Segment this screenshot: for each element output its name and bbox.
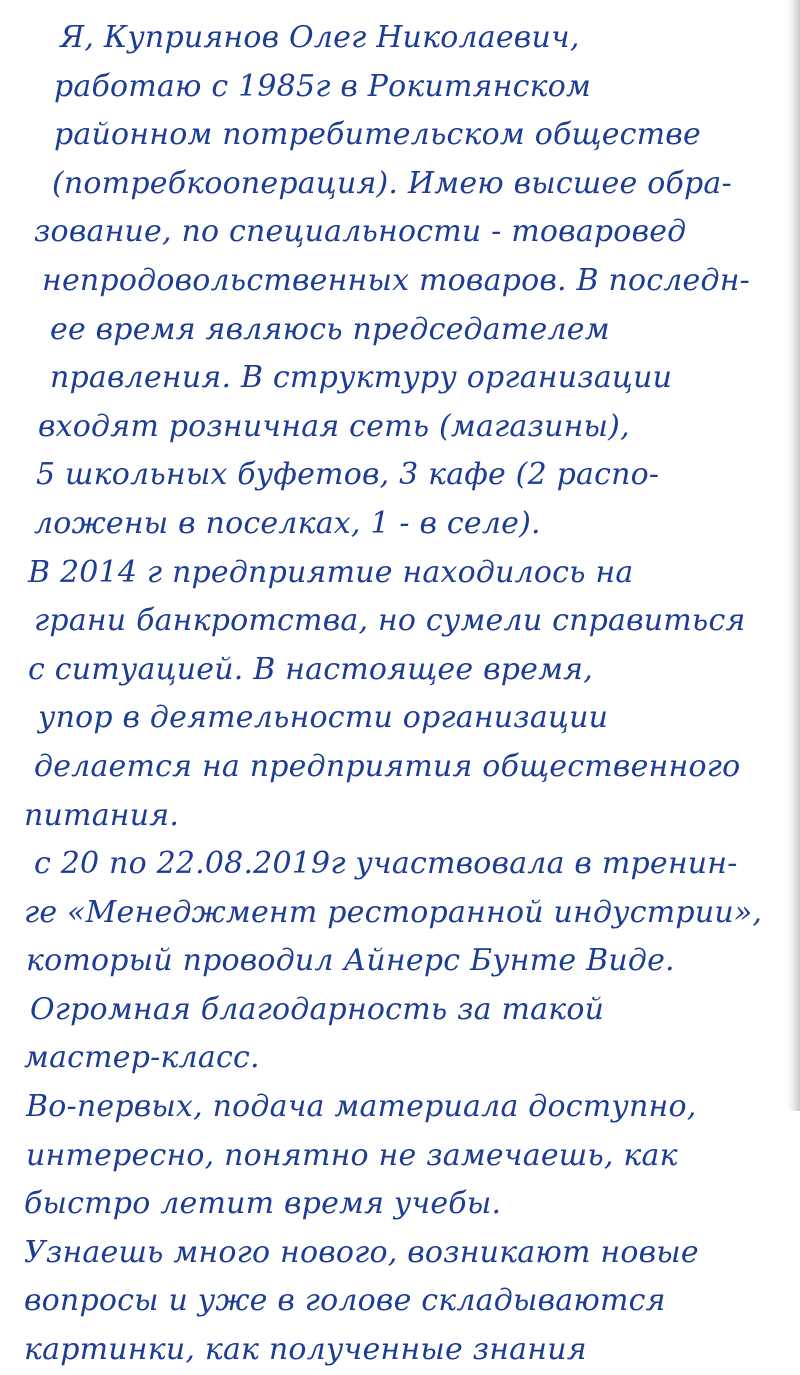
text-line: [20, 111, 780, 160]
line-text: картинки, как полученные знания: [24, 1332, 587, 1368]
text-line: [20, 840, 780, 889]
line-text: питания.: [24, 797, 180, 833]
line-text: грани банкротства, но сумели справиться: [34, 603, 746, 639]
text-line: [20, 549, 780, 598]
line-text: 5 школьных буфетов, 3 кафе (2 распо-: [36, 457, 660, 493]
line-text: Я, Куприянов Олег Николаевич,: [60, 20, 580, 55]
line-text: работаю с 1985г в Рокитянском: [54, 68, 592, 104]
text-line: [20, 889, 780, 938]
text-line: [20, 451, 780, 500]
line-text: входят розничная сеть (магазины),: [38, 408, 630, 444]
line-text: упор в деятельности организации: [38, 700, 609, 736]
text-line: [20, 354, 780, 403]
text-line: [20, 208, 780, 257]
line-text: ге «Менеджмент ресторанной индустрии»,: [24, 894, 763, 930]
line-text: с 20 по 22.08.2019г участвовала в тренин-: [34, 846, 738, 882]
text-line: [20, 500, 780, 549]
line-text: интересно, понятно не замечаешь, как: [26, 1137, 678, 1173]
line-text: Огромная благодарность за такой: [30, 991, 605, 1027]
text-line: [20, 646, 780, 695]
text-line: [20, 1180, 780, 1229]
line-text: зование, по специальности - товаровед: [34, 214, 687, 250]
text-line: [20, 986, 780, 1035]
text-line: [20, 1229, 780, 1278]
text-line: [20, 14, 780, 63]
text-line: [20, 160, 780, 209]
text-line: [20, 63, 780, 112]
text-line: [20, 1132, 780, 1181]
line-text: (потребкооперация). Имею высшее обра-: [52, 165, 732, 201]
line-text: Узнаешь много нового, возникают новые: [24, 1234, 699, 1270]
line-text: мастер-класс.: [24, 1040, 260, 1076]
line-text: Во-первых, подача материала доступно,: [26, 1089, 697, 1125]
text-line: [20, 306, 780, 355]
line-text: непродовольственных товаров. В последн-: [42, 262, 750, 298]
line-text: районном потребительском обществе: [54, 117, 701, 153]
line-text: делается на предприятия общественного: [34, 748, 741, 784]
text-line: [20, 792, 780, 841]
line-text: вопросы и уже в голове складываются: [24, 1283, 666, 1319]
text-line: [20, 1034, 780, 1083]
text-line: [20, 597, 780, 646]
text-line: [20, 694, 780, 743]
line-text: В 2014 г предприятие находилось на: [28, 554, 634, 590]
text-line: [20, 743, 780, 792]
line-text: ее время являюсь председателем: [50, 311, 610, 347]
text-line: [20, 1277, 780, 1326]
line-text: ложены в поселках, 1 - в селе).: [34, 505, 541, 541]
line-text: который проводил Айнерс Бунте Виде.: [26, 943, 675, 979]
line-text: с ситуацией. В настоящее время,: [28, 651, 593, 687]
text-line: [20, 1326, 780, 1375]
text-line: [20, 937, 780, 986]
text-line: [20, 403, 780, 452]
scan-edge-shadow: [786, 0, 800, 1111]
line-text: правления. В структуру организации: [50, 360, 673, 396]
handwritten-text-block: [20, 14, 780, 1375]
text-line: [20, 257, 780, 306]
line-text: быстро летит время учебы.: [24, 1186, 502, 1222]
text-line: [20, 1083, 780, 1132]
